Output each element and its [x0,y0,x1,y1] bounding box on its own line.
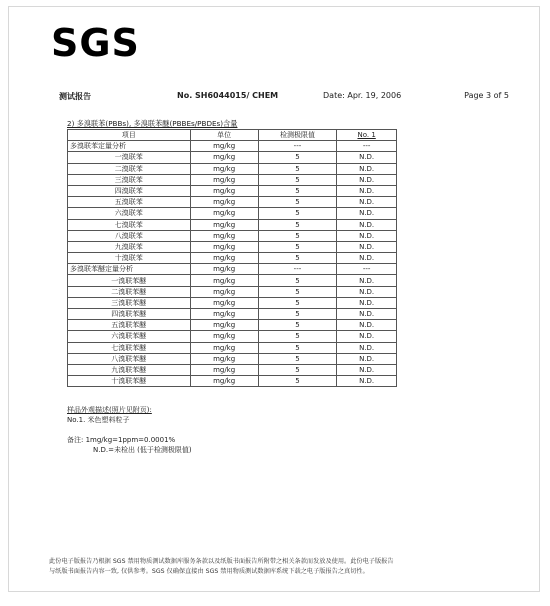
cell-result: N.D. [337,353,397,364]
cell-unit: mg/kg [190,264,258,275]
cell-limit: 5 [258,253,337,264]
cell-limit: 5 [258,163,337,174]
table-row [68,286,397,297]
cell-result: N.D. [337,174,397,185]
footer-line-2: 与纸版书面报告内容一致, 仅供参考。SGS 仅确保直接由 SGS 禁用物质测试数据库系统下载之电子版报告之真切性。 [49,568,369,575]
sample-heading: 样品外观描述(照片见附页): [67,406,152,414]
cell-unit: mg/kg [190,353,258,364]
table-row [68,353,397,364]
cell-item: 三溴联苯 [68,174,191,185]
notes [67,405,192,455]
cell-unit: mg/kg [190,286,258,297]
cell-item: 九溴联苯醚 [68,364,191,375]
table-row [68,275,397,286]
cell-result: N.D. [337,230,397,241]
cell-limit: 5 [258,376,337,387]
cell-limit: 5 [258,364,337,375]
cell-item: 五溴联苯 [68,197,191,208]
cell-item: 三溴联苯醚 [68,297,191,308]
cell-limit: 5 [258,286,337,297]
table-row [68,163,397,174]
cell-limit: 5 [258,353,337,364]
cell-limit: 5 [258,174,337,185]
cell-item: 十溴联苯醚 [68,376,191,387]
table-row [68,230,397,241]
report-header [59,91,509,103]
cell-limit: 5 [258,197,337,208]
cell-unit: mg/kg [190,342,258,353]
cell-item: 十溴联苯 [68,253,191,264]
cell-item: 六溴联苯醚 [68,331,191,342]
table-row [68,197,397,208]
cell-limit: 5 [258,320,337,331]
cell-item: 多溴联苯醚定量分析 [68,264,191,275]
cell-unit: mg/kg [190,208,258,219]
header-sample [337,130,397,141]
cell-result: N.D. [337,297,397,308]
report-page [8,6,540,592]
cell-unit: mg/kg [190,331,258,342]
cell-result: N.D. [337,241,397,252]
nd-note: N.D.=未检出 (低于检测极限值) [93,446,192,454]
cell-result: N.D. [337,364,397,375]
cell-limit: 5 [258,219,337,230]
cell-result: N.D. [337,163,397,174]
header-unit: 单位 [190,130,258,141]
cell-unit: mg/kg [190,163,258,174]
report-date: Date: Apr. 19, 2006 [323,91,402,100]
cell-result: N.D. [337,376,397,387]
header-sample-label: No. 1 [357,131,376,140]
cell-unit: mg/kg [190,141,258,152]
header-item: 项目 [68,130,191,141]
cell-result: N.D. [337,342,397,353]
section-title: 2) 多溴联苯(PBBs), 多溴联苯醚(PBBEs/PBDEs)含量 [67,119,238,128]
cell-limit: 5 [258,297,337,308]
table-header-row [68,130,397,141]
table-row [68,152,397,163]
report-number: No. SH6044015/ CHEM [177,91,279,100]
table-row [68,208,397,219]
cell-result: N.D. [337,208,397,219]
cell-limit: 5 [258,275,337,286]
cell-result: N.D. [337,152,397,163]
cell-unit: mg/kg [190,230,258,241]
cell-item: 七溴联苯醚 [68,342,191,353]
cell-result: --- [337,141,397,152]
cell-item: 五溴联苯醚 [68,320,191,331]
cell-unit: mg/kg [190,152,258,163]
cell-unit: mg/kg [190,297,258,308]
cell-unit: mg/kg [190,364,258,375]
cell-item: 二溴联苯醚 [68,286,191,297]
cell-limit: 5 [258,185,337,196]
table-row [68,241,397,252]
cell-item: 八溴联苯醚 [68,353,191,364]
cell-unit: mg/kg [190,275,258,286]
cell-limit: 5 [258,152,337,163]
cell-result: N.D. [337,275,397,286]
cell-item: 多溴联苯定量分析 [68,141,191,152]
table-row [68,331,397,342]
cell-item: 四溴联苯醚 [68,309,191,320]
cell-item: 七溴联苯 [68,219,191,230]
cell-result: N.D. [337,320,397,331]
cell-item: 一溴联苯 [68,152,191,163]
table-row [68,219,397,230]
header-limit: 检测极限值 [258,130,337,141]
cell-limit: 5 [258,342,337,353]
cell-unit: mg/kg [190,185,258,196]
table-row [68,364,397,375]
cell-limit: --- [258,264,337,275]
cell-unit: mg/kg [190,320,258,331]
cell-result: N.D. [337,309,397,320]
cell-unit: mg/kg [190,174,258,185]
table-row [68,342,397,353]
cell-result: N.D. [337,185,397,196]
cell-unit: mg/kg [190,197,258,208]
cell-limit: 5 [258,208,337,219]
sgs-logo: SGS [51,21,140,65]
table-row [68,185,397,196]
cell-result: N.D. [337,197,397,208]
footer-line-1: 此份电子版报告乃根据 SGS 禁用物质测试数据库服务条款以及纸版书面报告所附带之相关条款而发放及使用。此份电子版报告 [49,558,394,565]
cell-result: N.D. [337,219,397,230]
cell-unit: mg/kg [190,376,258,387]
cell-limit: 5 [258,309,337,320]
results-table [67,129,397,387]
table-row [68,174,397,185]
cell-limit: --- [258,141,337,152]
table-row [68,297,397,308]
remark: 备注: 1mg/kg=1ppm=0.0001% [67,436,176,444]
cell-item: 九溴联苯 [68,241,191,252]
table-row [68,253,397,264]
table-row [68,141,397,152]
cell-limit: 5 [258,241,337,252]
cell-item: 八溴联苯 [68,230,191,241]
table-row [68,320,397,331]
page-number: Page 3 of 5 [464,91,509,100]
cell-result: N.D. [337,253,397,264]
report-title: 测试报告 [59,92,91,101]
cell-result: --- [337,264,397,275]
cell-item: 二溴联苯 [68,163,191,174]
cell-limit: 5 [258,230,337,241]
cell-unit: mg/kg [190,219,258,230]
table-row [68,376,397,387]
table-row [68,264,397,275]
cell-item: 一溴联苯醚 [68,275,191,286]
cell-item: 四溴联苯 [68,185,191,196]
table-row [68,309,397,320]
cell-unit: mg/kg [190,241,258,252]
cell-result: N.D. [337,286,397,297]
footer-disclaimer [49,557,519,577]
cell-limit: 5 [258,331,337,342]
cell-unit: mg/kg [190,253,258,264]
cell-result: N.D. [337,331,397,342]
cell-item: 六溴联苯 [68,208,191,219]
sample-description: No.1. 米色塑料粒子 [67,416,130,424]
cell-unit: mg/kg [190,309,258,320]
